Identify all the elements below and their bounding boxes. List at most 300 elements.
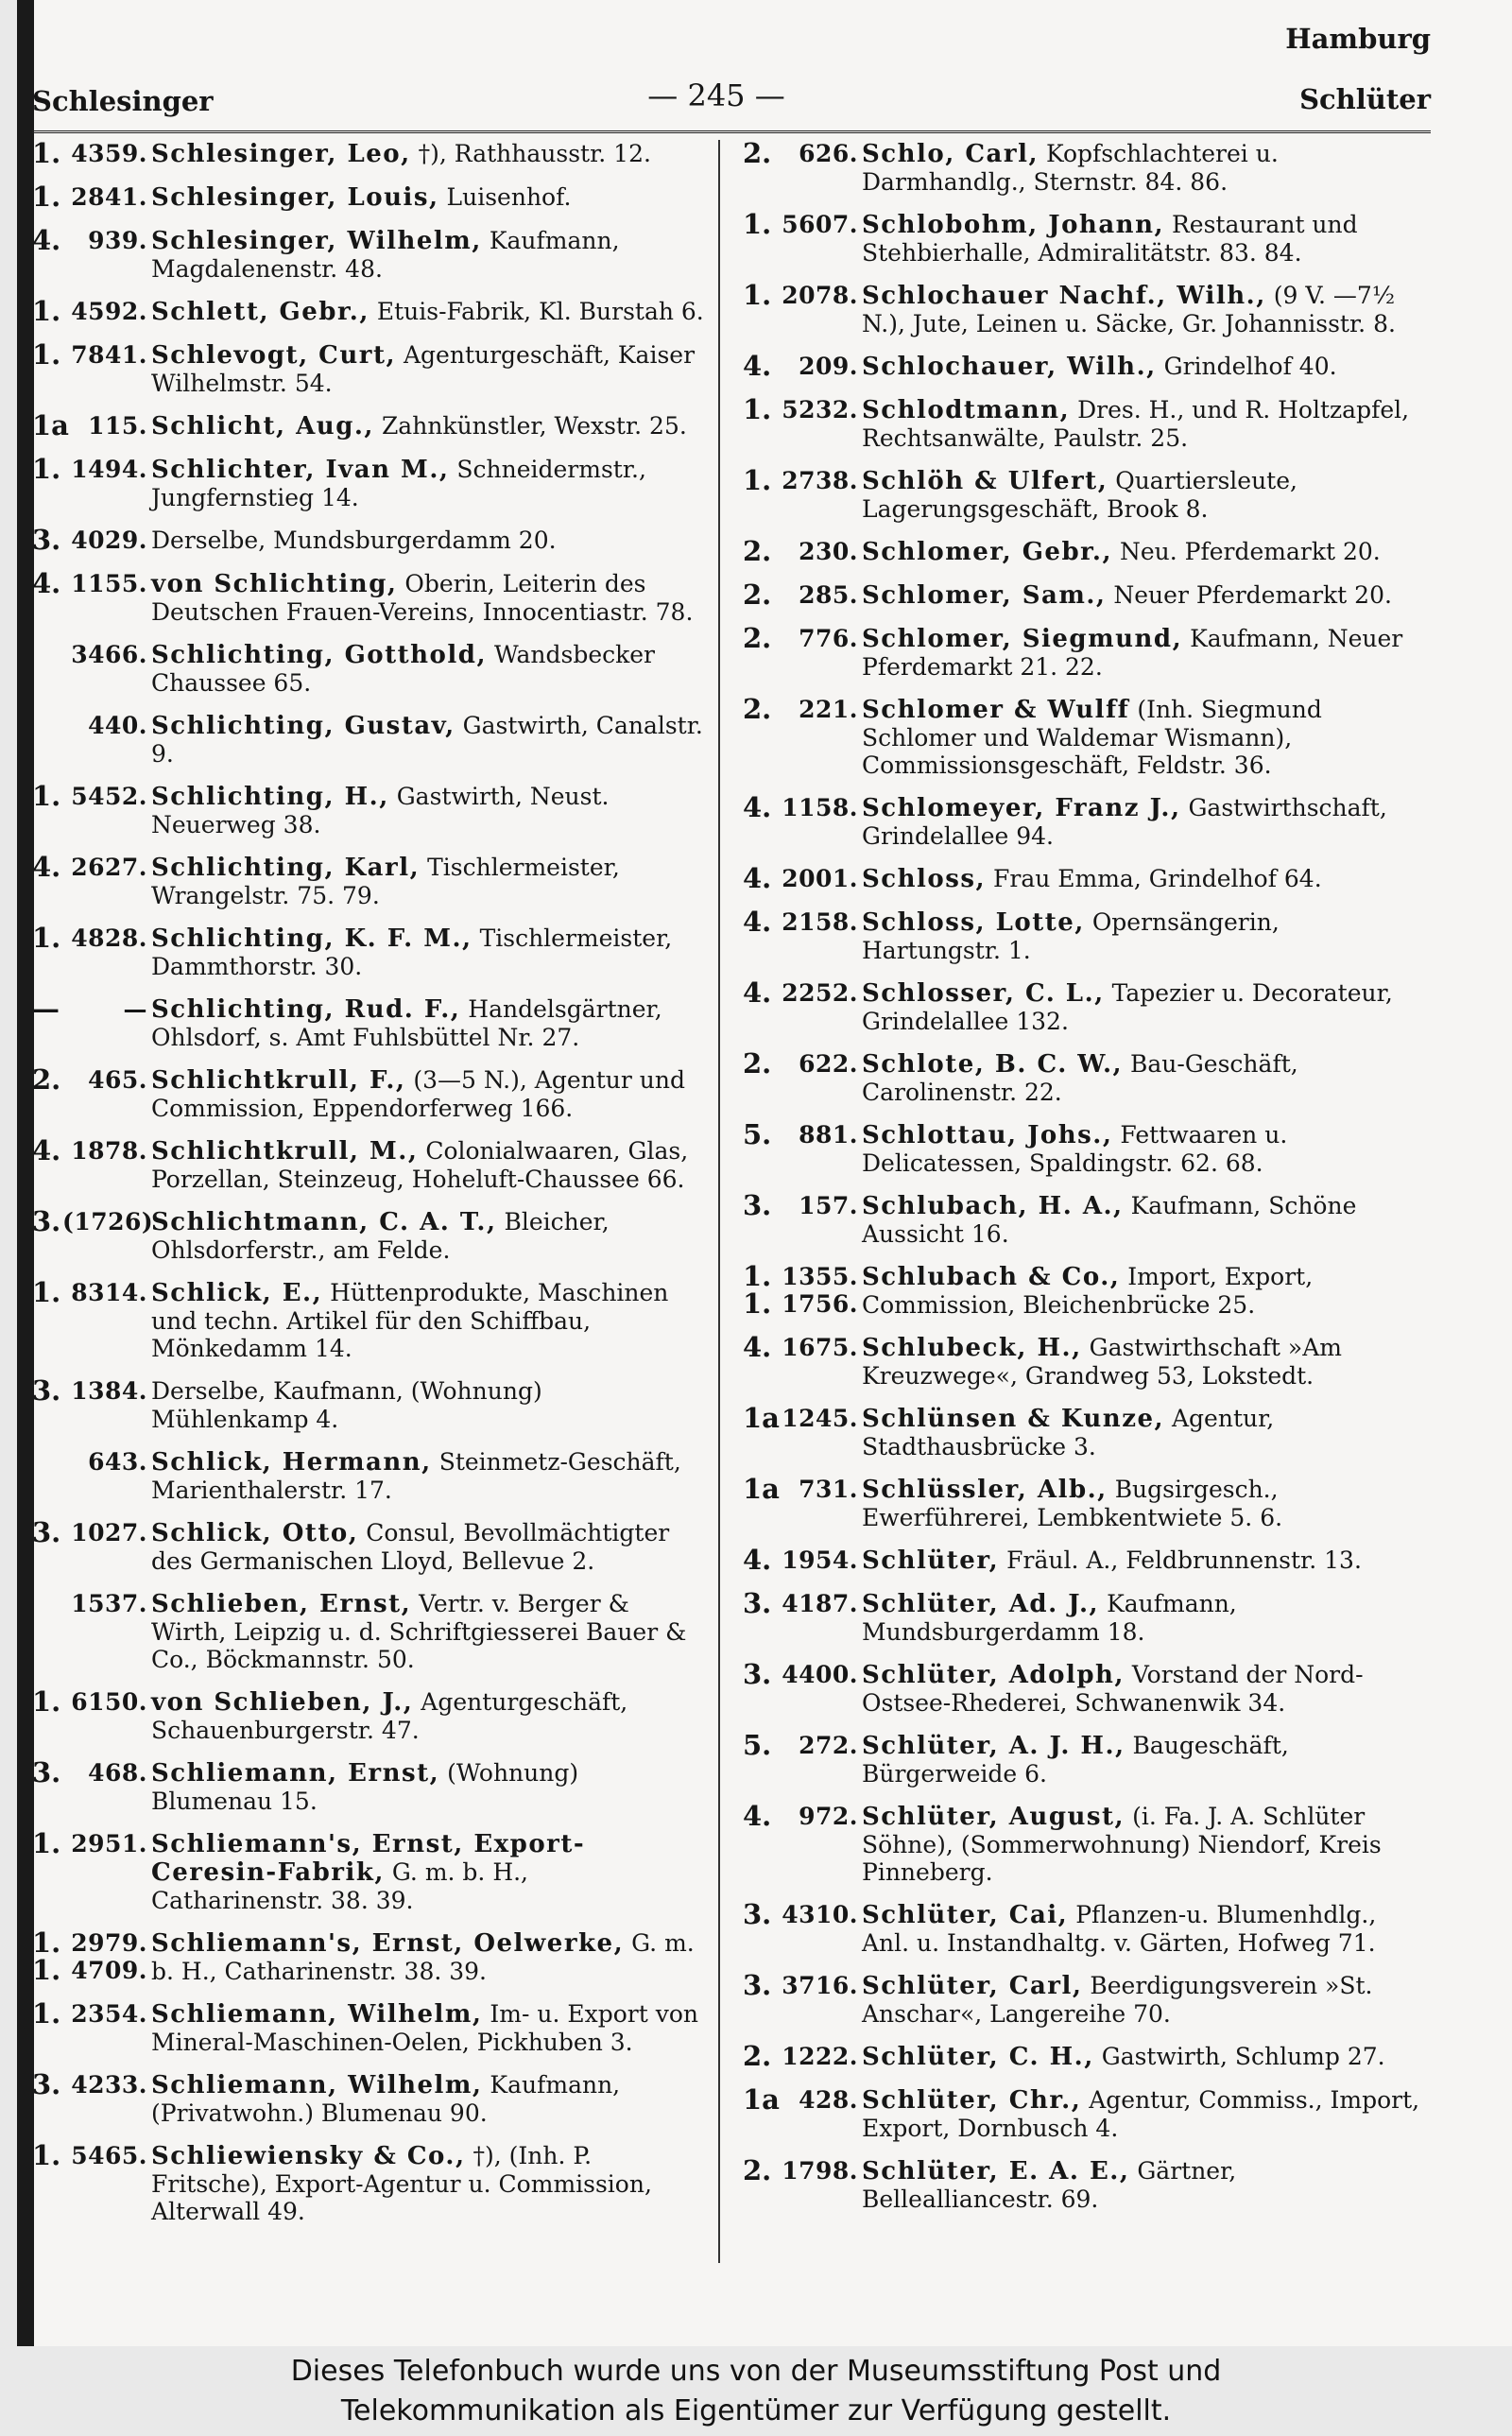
- directory-entry: [743, 908, 1423, 964]
- directory-entry: [32, 924, 705, 980]
- directory-entry: [743, 1658, 1423, 1717]
- phone-number: 221.: [799, 696, 858, 723]
- subscriber-name: Schlick, E.,: [151, 1279, 323, 1307]
- directory-entry: [32, 1685, 705, 1744]
- subscriber-details: Agentur, Commiss., Import, Export, Dornbusch 4.: [862, 2086, 1420, 2142]
- exchange-code: 2.: [743, 693, 772, 725]
- phone-number: 115.: [88, 412, 147, 440]
- exchange-code: 1.: [743, 279, 772, 311]
- phone-number: 4592.: [71, 298, 147, 325]
- directory-entry: [743, 350, 1423, 382]
- directory-entry: [743, 976, 1423, 1035]
- phone-number: 468.: [88, 1759, 147, 1787]
- subscriber-details: (Wohnung) Blumenau 15.: [151, 1759, 579, 1815]
- subscriber-name: Schlüter, Chr.,: [862, 2086, 1082, 2115]
- directory-entry: [32, 1205, 705, 1264]
- subscriber-name: Schloss, Lotte,: [862, 908, 1085, 937]
- exchange-code: 2.: [743, 137, 772, 169]
- subscriber-name: Schlichter, Ivan M.,: [151, 456, 450, 484]
- exchange-code: 1.: [32, 1276, 61, 1308]
- exchange-code: 2.: [743, 579, 772, 611]
- exchange-code: 1.: [32, 295, 61, 327]
- exchange-code: 3.: [743, 1587, 772, 1619]
- exchange-code: 2.: [32, 1063, 61, 1096]
- directory-entry: [32, 1134, 705, 1193]
- subscriber-name: Schliemann, Wilhelm,: [151, 2071, 483, 2099]
- footer-line-2: Telekommunikation als Eigentümer zur Verfügung gestellt.: [340, 2394, 1172, 2427]
- subscriber-details: Gastwirthschaft »Am Kreuzwege«, Grandweg 53, Lokstedt.: [862, 1334, 1342, 1390]
- subscriber-details: Colonialwaaren, Glas, Porzellan, Steinzeug, Hoheluft-Chaussee 66.: [151, 1137, 689, 1193]
- phone-number: 2078.: [782, 282, 858, 309]
- directory-entry: [743, 2083, 1423, 2142]
- subscriber-details: (3—5 N.), Agentur und Commission, Eppendorferweg 166.: [151, 1066, 685, 1122]
- subscriber-name: Schloss,: [862, 865, 987, 893]
- directory-entry: [32, 453, 705, 511]
- phone-number: 1675.: [782, 1334, 858, 1361]
- subscriber-details: Bau-Geschäft, Carolinenstr. 22.: [862, 1050, 1298, 1106]
- subscriber-name: Schlick, Otto,: [151, 1519, 359, 1547]
- subscriber-name: Schlichtmann, C. A. T.,: [151, 1208, 497, 1236]
- subscriber-details: G. m. b. H., Catharinenstr. 38. 39.: [151, 1858, 529, 1914]
- directory-entry: [743, 1118, 1423, 1177]
- directory-entry: [743, 622, 1423, 681]
- footer-line-1: Dieses Telefonbuch wurde uns von der Museumsstiftung Post und: [290, 2355, 1222, 2388]
- exchange-code: 1a: [32, 409, 69, 441]
- phone-number: 4400.: [782, 1661, 858, 1688]
- phone-number: 465.: [88, 1066, 147, 1094]
- exchange-code: 4.: [743, 791, 772, 823]
- directory-entry: [743, 393, 1423, 452]
- directory-entry: [743, 693, 1423, 779]
- phone-number: 3716.: [782, 1972, 858, 1999]
- directory-entry: [743, 1331, 1423, 1390]
- subscriber-details: Gastwirth, Neust. Neuerweg 38.: [151, 783, 610, 838]
- exchange-code: 1a: [743, 2083, 780, 2116]
- exchange-code: 1.: [32, 780, 61, 812]
- directory-entry: [743, 1587, 1423, 1646]
- directory-entry: [743, 535, 1423, 567]
- directory-entry: [32, 641, 705, 697]
- subscriber-name: Schlubeck, H.,: [862, 1334, 1082, 1362]
- subscriber-name: Schlieben, Ernst,: [151, 1590, 412, 1618]
- directory-entry: [743, 791, 1423, 850]
- exchange-code: 1.: [743, 393, 772, 425]
- exchange-code: 4.: [32, 1134, 61, 1166]
- phone-number: 1245.: [782, 1405, 858, 1432]
- directory-entry: [32, 1827, 705, 1914]
- directory-entry: [32, 712, 705, 768]
- exchange-code: 3.: [32, 1756, 61, 1788]
- phone-number: 209.: [799, 353, 858, 380]
- subscriber-name: Schlochauer Nachf., Wilh.,: [862, 282, 1266, 310]
- exchange-code: 1.: [32, 181, 61, 213]
- directory-entry: [743, 862, 1423, 894]
- directory-entry: [32, 137, 705, 169]
- subscriber-details: Grindelhof 40.: [1163, 353, 1337, 380]
- phone-number: 1878.: [71, 1137, 147, 1165]
- subscriber-name: Schlicht, Aug.,: [151, 412, 374, 441]
- subscriber-details: Steinmetz-Geschäft, Marienthalerstr. 17.: [151, 1448, 681, 1504]
- subscriber-details: Vertr. v. Berger & Wirth, Leipzig u. d. Schriftgiesserei Bauer & Co., Böckmannstr. 50.: [151, 1590, 687, 1673]
- subscriber-name: Schlichting, Gustav,: [151, 712, 455, 740]
- subscriber-details: Etuis-Fabrik, Kl. Burstah 6.: [376, 298, 704, 325]
- exchange-code: 3.: [32, 524, 61, 556]
- subscriber-name: Schlesinger, Louis,: [151, 183, 439, 212]
- subscriber-name: Schlick, Hermann,: [151, 1448, 432, 1477]
- exchange-code: 4.: [743, 350, 772, 382]
- phone-number: 1537.: [71, 1590, 147, 1617]
- phone-number: (1726): [62, 1208, 154, 1235]
- subscriber-details: Tischlermeister, Wrangelstr. 75. 79.: [151, 854, 620, 909]
- phone-number: 1158.: [782, 794, 858, 821]
- directory-entry: [32, 1063, 705, 1122]
- subscriber-details: Dres. H., und R. Holtzapfel, Rechtsanwälte, Paulstr. 25.: [862, 396, 1410, 452]
- exchange-code: 1.: [32, 137, 61, 169]
- directory-entry: [32, 1516, 705, 1575]
- directory-entry: [32, 780, 705, 838]
- phone-number: 731.: [799, 1476, 858, 1503]
- directory-entry: [32, 1590, 705, 1673]
- exchange-code: 2.: [743, 535, 772, 567]
- subscriber-name: Schlosser, C. L.,: [862, 979, 1105, 1008]
- subscriber-name: Schlüter, Cai,: [862, 1901, 1069, 1929]
- phone-number: 285.: [799, 581, 858, 609]
- directory-entry: [32, 409, 705, 441]
- subscriber-name: von Schlieben, J.,: [151, 1688, 414, 1717]
- directory-entry: [743, 1473, 1423, 1531]
- phone-number: 428.: [799, 2086, 858, 2114]
- subscriber-details: Bleicher, Ohlsdorferstr., am Felde.: [151, 1208, 610, 1264]
- subscriber-name: Schlüter, Carl,: [862, 1972, 1083, 2000]
- phone-number: 643.: [88, 1448, 147, 1476]
- exchange-code: 4.: [743, 1800, 772, 1832]
- subscriber-details: Bugsirgesch., Ewerführerei, Lembkentwiete 5. 6.: [862, 1476, 1283, 1531]
- directory-entry: [743, 1546, 1423, 1575]
- subscriber-details: Fettwaaren u. Delicatessen, Spaldingstr. 62. 68.: [862, 1121, 1288, 1177]
- directory-entry: [32, 1756, 705, 1815]
- phone-number: 5452.: [71, 783, 147, 810]
- directory-entry: [32, 851, 705, 909]
- subscriber-name: Schlüter, Adolph,: [862, 1661, 1125, 1689]
- exchange-code: 4.: [743, 1331, 772, 1363]
- phone-number: 1355. 1756.: [782, 1263, 858, 1318]
- subscriber-name: Schlomer & Wulff: [862, 696, 1130, 724]
- phone-number: 881.: [799, 1121, 858, 1149]
- subscriber-details: Derselbe, Kaufmann, (Wohnung) Mühlenkamp 4.: [151, 1377, 542, 1433]
- directory-entry: [743, 1260, 1423, 1320]
- subscriber-name: Schlesinger, Wilhelm,: [151, 227, 482, 255]
- subscriber-name: Schlodtmann,: [862, 396, 1071, 424]
- subscriber-name: Schliemann's, Ernst, Export-Ceresin-Fabrik,: [151, 1830, 586, 1887]
- exchange-code: 3.: [743, 1898, 772, 1930]
- exchange-code: 3.: [743, 1189, 772, 1221]
- phone-number: 157.: [799, 1192, 858, 1219]
- exchange-code: 2.: [743, 2154, 772, 2186]
- column-divider: [718, 140, 720, 2263]
- exchange-code: 4.: [32, 567, 61, 599]
- exchange-code: 3.: [743, 1969, 772, 2001]
- directory-entry: [743, 2040, 1423, 2072]
- exchange-code: 1. 1.: [743, 1260, 772, 1320]
- phone-number: 4233.: [71, 2071, 147, 2099]
- directory-entry: [743, 2154, 1423, 2213]
- subscriber-name: Schlichting, Gotthold,: [151, 641, 487, 669]
- subscriber-name: Schlüter, A. J. H.,: [862, 1732, 1125, 1760]
- directory-entry: [743, 1969, 1423, 2028]
- phone-number: 2979. 4709.: [71, 1929, 147, 1984]
- directory-entry: [743, 137, 1423, 196]
- phone-number: 622.: [799, 1050, 858, 1078]
- phone-number: 1798.: [782, 2157, 858, 2185]
- directory-entry: [32, 1374, 705, 1433]
- exchange-code: 1.: [32, 2139, 61, 2171]
- subscriber-details: Oberin, Leiterin des Deutschen Frauen-Vereins, Innocentiastr. 78.: [151, 570, 694, 626]
- subscriber-details: Im- u. Export von Mineral-Maschinen-Oelen, Pickhuben 3.: [151, 2000, 699, 2056]
- subscriber-details: (Inh. Siegmund Schlomer und Waldemar Wismann), Commissionsgeschäft, Feldstr. 36.: [862, 696, 1322, 779]
- phone-number: 1222.: [782, 2043, 858, 2070]
- phone-number: 5465.: [71, 2142, 147, 2169]
- phone-number: 1384.: [71, 1377, 147, 1405]
- phone-number: 230.: [799, 538, 858, 565]
- phone-number: 2627.: [71, 854, 147, 881]
- exchange-code: 4.: [743, 1544, 772, 1576]
- exchange-code: 1.: [32, 922, 61, 954]
- header-page-number: — 245 —: [647, 78, 785, 113]
- subscriber-details: Tischlermeister, Dammthorstr. 30.: [151, 924, 673, 980]
- directory-entry: [743, 581, 1423, 610]
- subscriber-details: Kaufmann, (Privatwohn.) Blumenau 90.: [151, 2071, 621, 2127]
- subscriber-details: Schneidermstr., Jungfernstieg 14.: [151, 456, 646, 511]
- phone-number: 272.: [799, 1732, 858, 1759]
- phone-number: 1027.: [71, 1519, 147, 1546]
- subscriber-details: Agenturgeschäft, Schauenburgerstr. 47.: [151, 1688, 628, 1744]
- directory-entry: [32, 183, 705, 212]
- directory-entry: [32, 524, 705, 556]
- subscriber-details: Consul, Bevollmächtigter des Germanischen Lloyd, Bellevue 2.: [151, 1519, 670, 1575]
- subscriber-details: Restaurant und Stehbierhalle, Admiralitätstr. 83. 84.: [862, 211, 1358, 267]
- subscriber-details: Fräul. A., Feldbrunnenstr. 13.: [1006, 1546, 1362, 1574]
- directory-entry: [32, 2139, 705, 2225]
- phone-number: 2841.: [71, 183, 147, 211]
- subscriber-name: Schlo, Carl,: [862, 140, 1039, 168]
- phone-number: 5232.: [782, 396, 858, 423]
- subscriber-name: Schlünsen & Kunze,: [862, 1405, 1165, 1433]
- subscriber-details: Gastwirthschaft, Grindelallee 94.: [862, 794, 1387, 850]
- subscriber-details: Vorstand der Nord-Ostsee-Rhederei, Schwanenwik 34.: [862, 1661, 1364, 1717]
- subscriber-details: †), (Inh. P. Fritsche), Export-Agentur u. Commission, Alterwall 49.: [151, 2142, 652, 2225]
- subscriber-details: Kaufmann, Schöne Aussicht 16.: [862, 1192, 1357, 1248]
- subscriber-name: Schlett, Gebr.,: [151, 298, 369, 326]
- subscriber-details: Import, Export, Commission, Bleichenbrücke 25.: [862, 1263, 1314, 1319]
- subscriber-details: Kaufmann, Magdalenenstr. 48.: [151, 227, 620, 283]
- exchange-code: 1a: [743, 1473, 780, 1505]
- subscriber-details: Pflanzen-u. Blumenhdlg., Anl. u. Instandhaltg. v. Gärten, Hofweg 71.: [862, 1901, 1377, 1957]
- subscriber-name: Schlottau, Johs.,: [862, 1121, 1113, 1149]
- exchange-code: 5.: [743, 1118, 772, 1150]
- subscriber-details: Kaufmann, Mundsburgerdamm 18.: [862, 1590, 1237, 1646]
- subscriber-details: Handelsgärtner, Ohlsdorf, s. Amt Fuhlsbüttel Nr. 27.: [151, 995, 662, 1051]
- subscriber-name: Schlomer, Siegmund,: [862, 625, 1183, 653]
- header-left-guide-word: Schlesinger: [32, 85, 214, 117]
- subscriber-details: Zahnkünstler, Wexstr. 25.: [381, 412, 687, 440]
- subscriber-details: Baugeschäft, Bürgerweide 6.: [862, 1732, 1289, 1788]
- subscriber-name: Schliemann, Wilhelm,: [151, 2000, 483, 2029]
- subscriber-name: Schlichting, H.,: [151, 783, 389, 811]
- phone-number: 6150.: [71, 1688, 147, 1716]
- subscriber-name: Schlichting, K. F. M.,: [151, 924, 472, 953]
- exchange-code: 5.: [743, 1729, 772, 1761]
- phone-number: 440.: [88, 712, 147, 739]
- subscriber-name: Schlubach, H. A.,: [862, 1192, 1124, 1220]
- subscriber-details: G. m. b. H., Catharinenstr. 38. 39.: [151, 1929, 695, 1985]
- subscriber-name: Schlevogt, Curt,: [151, 341, 397, 370]
- header-right-guide-word: Schlüter: [1299, 83, 1431, 115]
- phone-number: 1155.: [71, 570, 147, 597]
- exchange-code: 1.: [32, 1685, 61, 1718]
- phone-number: 1954.: [782, 1546, 858, 1574]
- subscriber-details: Agenturgeschäft, Kaiser Wilhelmstr. 54.: [151, 341, 696, 397]
- phone-number: 626.: [799, 140, 858, 167]
- directory-entry: [743, 1800, 1423, 1886]
- directory-entry: [32, 2068, 705, 2127]
- phone-number: 2252.: [782, 979, 858, 1007]
- subscriber-details: Kopfschlachterei u. Darmhandlg., Sternstr. 84. 86.: [862, 140, 1279, 196]
- directory-entry: [32, 1276, 705, 1362]
- exchange-code: 3.: [32, 2068, 61, 2100]
- subscriber-name: Schlomer, Sam.,: [862, 581, 1107, 610]
- phone-number: 2354.: [71, 2000, 147, 2028]
- subscriber-details: Neu. Pferdemarkt 20.: [1120, 538, 1381, 565]
- exchange-code: 4.: [743, 906, 772, 938]
- subscriber-details: Quartiersleute, Lagerungsgeschäft, Brook 8.: [862, 467, 1297, 523]
- subscriber-details: Gastwirth, Schlump 27.: [1101, 2043, 1385, 2070]
- exchange-code: 3.: [743, 1658, 772, 1690]
- exchange-code: 1.: [32, 453, 61, 485]
- phone-number: 2001.: [782, 865, 858, 892]
- exchange-code: 4.: [743, 862, 772, 894]
- exchange-code: 1a: [743, 1402, 780, 1434]
- subscriber-details: (i. Fa. J. A. Schlüter Söhne), (Sommerwohnung) Niendorf, Kreis Pinneberg.: [862, 1803, 1382, 1886]
- subscriber-details: Frau Emma, Grindelhof 64.: [993, 865, 1322, 892]
- exchange-code: 3.: [32, 1374, 61, 1407]
- phone-number: 939.: [88, 227, 147, 254]
- subscriber-name: Schlichtkrull, M.,: [151, 1137, 419, 1166]
- exchange-code: 1.: [32, 338, 61, 371]
- directory-entry: [32, 295, 705, 327]
- subscriber-name: Schlubach & Co.,: [862, 1263, 1121, 1291]
- subscriber-name: Schlüssler, Alb.,: [862, 1476, 1108, 1504]
- header-rule: [32, 130, 1431, 133]
- directory-entry: [32, 567, 705, 626]
- header-city: Hamburg: [1285, 23, 1431, 55]
- subscriber-name: Schlesinger, Leo,: [151, 140, 411, 168]
- directory-entry: [743, 1729, 1423, 1788]
- subscriber-name: Schlomer, Gebr.,: [862, 538, 1113, 566]
- right-column: [743, 137, 1423, 2228]
- directory-entry: [32, 1997, 705, 2056]
- directory-entry: [743, 464, 1423, 523]
- subscriber-details: Kaufmann, Neuer Pferdemarkt 21. 22.: [862, 625, 1403, 681]
- phone-number: 4359.: [71, 140, 147, 167]
- phone-number: —: [123, 995, 147, 1023]
- subscriber-details: Opernsängerin, Hartungstr. 1.: [862, 908, 1280, 964]
- phone-number: 5607.: [782, 211, 858, 238]
- subscriber-name: Schlüter, C. H.,: [862, 2043, 1094, 2071]
- subscriber-details: (9 V. —7½ N.), Jute, Leinen u. Säcke, Gr. Johannisstr. 8.: [862, 282, 1396, 337]
- directory-entry: [743, 208, 1423, 267]
- directory-entry: [32, 338, 705, 397]
- subscriber-details: Wandsbecker Chaussee 65.: [151, 641, 656, 697]
- phone-number: 4029.: [71, 527, 147, 554]
- subscriber-name: Schlöh & Ulfert,: [862, 467, 1108, 495]
- exchange-code: 4.: [32, 224, 61, 256]
- subscriber-details: Agentur, Stadthausbrücke 3.: [862, 1405, 1275, 1460]
- subscriber-details: Derselbe, Mundsburgerdamm 20.: [151, 527, 557, 554]
- subscriber-details: Gastwirth, Canalstr. 9.: [151, 712, 703, 768]
- subscriber-name: Schliemann, Ernst,: [151, 1759, 440, 1788]
- exchange-code: 3.: [32, 1516, 61, 1548]
- directory-page: [17, 0, 1512, 2346]
- subscriber-name: Schlichting, Karl,: [151, 854, 421, 882]
- phone-number: 7841.: [71, 341, 147, 369]
- exchange-code: —: [32, 993, 60, 1025]
- exchange-code: 3.: [32, 1205, 61, 1237]
- subscriber-name: Schlobohm, Johann,: [862, 211, 1165, 239]
- directory-entry: [32, 1926, 705, 1986]
- exchange-code: 4.: [743, 976, 772, 1009]
- exchange-code: 1.: [32, 1827, 61, 1859]
- exchange-code: 1. 1.: [32, 1926, 61, 1986]
- subscriber-name: Schliemann's, Ernst, Oelwerke,: [151, 1929, 625, 1958]
- subscriber-name: Schlote, B. C. W.,: [862, 1050, 1124, 1079]
- directory-entry: [743, 1898, 1423, 1957]
- subscriber-name: Schliewiensky & Co.,: [151, 2142, 466, 2170]
- exchange-code: 1.: [743, 208, 772, 240]
- phone-number: 1494.: [71, 456, 147, 483]
- subscriber-name: Schlichting, Rud. F.,: [151, 995, 461, 1024]
- phone-number: 2158.: [782, 908, 858, 936]
- subscriber-details: Hüttenprodukte, Maschinen und techn. Artikel für den Schiffbau, Mönkedamm 14.: [151, 1279, 669, 1362]
- phone-number: 972.: [799, 1803, 858, 1830]
- phone-number: 2738.: [782, 467, 858, 494]
- subscriber-name: Schlüter,: [862, 1546, 1000, 1575]
- exchange-code: 4.: [32, 851, 61, 883]
- subscriber-details: Tapezier u. Decorateur, Grindelallee 132.: [862, 979, 1393, 1035]
- exchange-code: 2.: [743, 2040, 772, 2072]
- directory-entry: [743, 1189, 1423, 1248]
- phone-number: 776.: [799, 625, 858, 652]
- subscriber-details: Gärtner, Bellealliancestr. 69.: [862, 2157, 1237, 2213]
- phone-number: 2951.: [71, 1830, 147, 1857]
- subscriber-name: Schlüter, Ad. J.,: [862, 1590, 1100, 1618]
- subscriber-name: Schlüter, August,: [862, 1803, 1125, 1831]
- subscriber-details: Luisenhof.: [446, 183, 572, 211]
- directory-entry: [743, 279, 1423, 337]
- exchange-code: 1.: [32, 1997, 61, 2030]
- exchange-code: 1.: [743, 464, 772, 496]
- subscriber-details: Beerdigungsverein »St. Anschar«, Langereihe 70.: [862, 1972, 1373, 2028]
- subscriber-name: von Schlichting,: [151, 570, 398, 598]
- subscriber-name: Schlomeyer, Franz J.,: [862, 794, 1181, 822]
- subscriber-details: Neuer Pferdemarkt 20.: [1113, 581, 1392, 609]
- exchange-code: 2.: [743, 622, 772, 654]
- directory-entry: [32, 1448, 705, 1504]
- directory-entry: [743, 1047, 1423, 1106]
- subscriber-details: †), Rathhausstr. 12.: [418, 140, 651, 167]
- phone-number: 8314.: [71, 1279, 147, 1306]
- subscriber-name: Schlichtkrull, F.,: [151, 1066, 406, 1095]
- phone-number: 4310.: [782, 1901, 858, 1928]
